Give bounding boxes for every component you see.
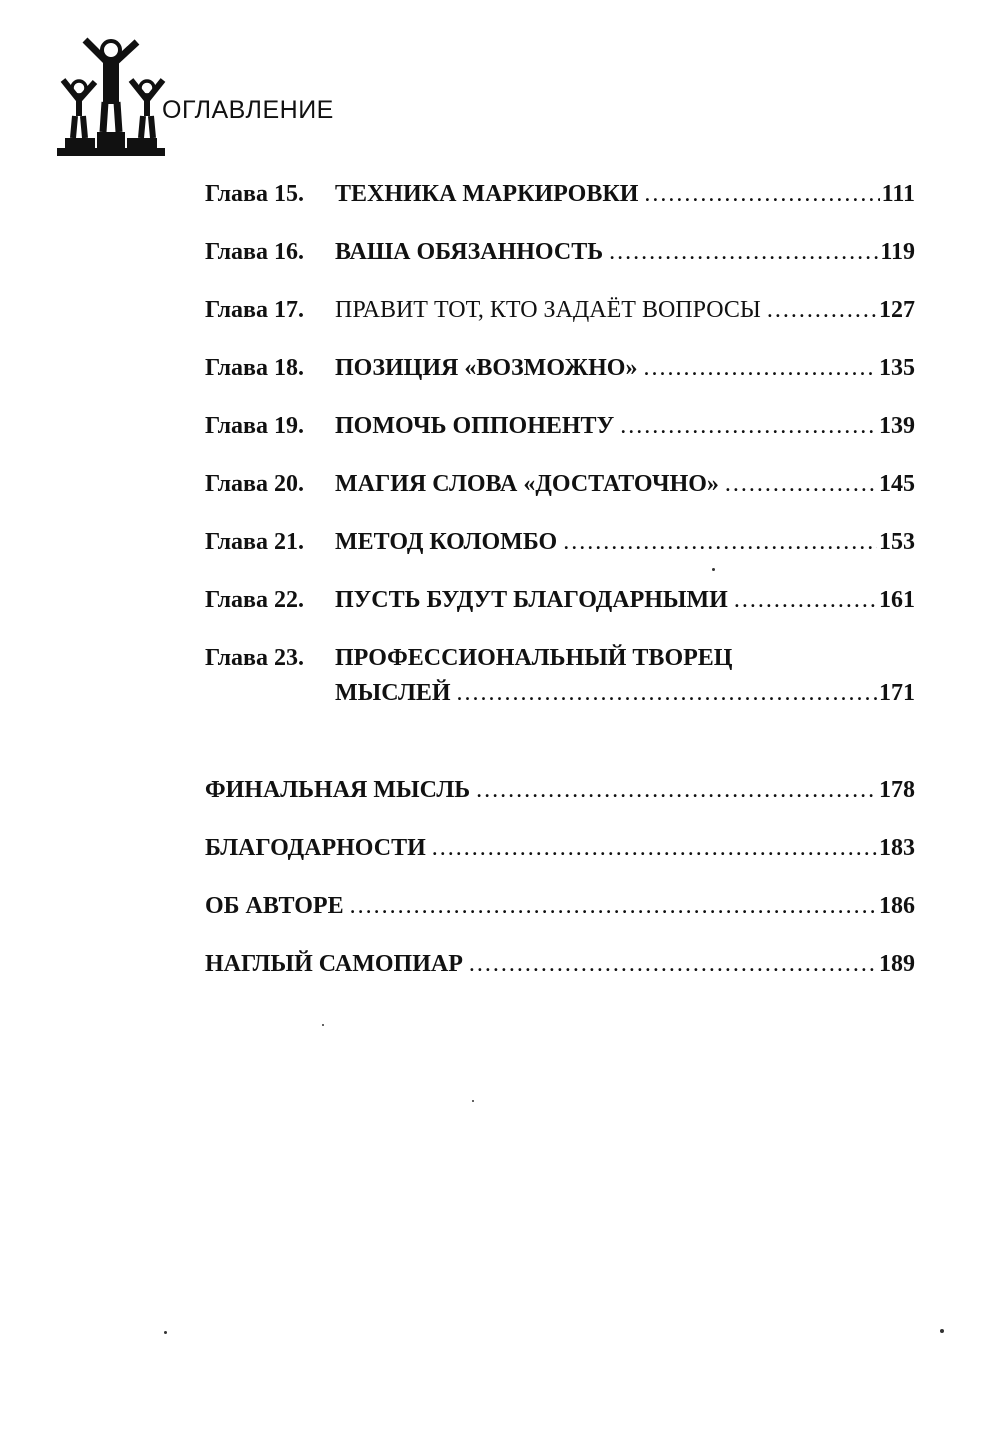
leader-dots xyxy=(609,236,878,268)
page-number: 127 xyxy=(879,297,915,323)
chapter-title: ПОЗИЦИЯ «ВОЗМОЖНО» xyxy=(335,355,638,381)
page-number: 161 xyxy=(879,587,915,613)
leader-dots xyxy=(767,294,877,326)
chapter-label: Глава 22. xyxy=(205,587,304,613)
section-title: БЛАГОДАРНОСТИ xyxy=(205,835,426,861)
toc-entry-chapter-20[interactable] xyxy=(205,468,915,500)
scan-speck xyxy=(322,1024,324,1026)
page-number: 178 xyxy=(879,777,915,803)
leader-dots xyxy=(644,178,879,210)
toc-entry-chapter-23-line1[interactable] xyxy=(205,642,915,674)
leader-dots xyxy=(734,584,877,616)
chapter-label: Глава 15. xyxy=(205,181,304,207)
section-title: ОБ АВТОРЕ xyxy=(205,893,344,919)
chapter-label: Глава 20. xyxy=(205,471,304,497)
leader-dots xyxy=(725,468,877,500)
page-number: 111 xyxy=(881,181,915,207)
toc-entry-acknowledgements[interactable] xyxy=(205,832,915,864)
section-title: НАГЛЫЙ САМОПИАР xyxy=(205,951,463,977)
page-number: 183 xyxy=(879,835,915,861)
leader-dots xyxy=(643,352,877,384)
scan-speck xyxy=(472,1100,474,1102)
page-number: 153 xyxy=(879,529,915,555)
toc-entry-self-promo[interactable] xyxy=(205,948,915,980)
page-number: 139 xyxy=(879,413,915,439)
chapter-label: Глава 16. xyxy=(205,239,304,265)
page-number: 135 xyxy=(879,355,915,381)
page-number: 145 xyxy=(879,471,915,497)
scan-speck xyxy=(712,568,715,571)
chapter-label: Глава 21. xyxy=(205,529,304,555)
chapter-title: МЕТОД КОЛОМБО xyxy=(335,529,558,555)
chapter-title-line2: МЫСЛЕЙ xyxy=(335,680,451,706)
page-number: 171 xyxy=(879,680,915,706)
chapter-title: ПОМОЧЬ ОППОНЕНТУ xyxy=(335,413,615,439)
toc-entry-chapter-23-line2[interactable] xyxy=(205,677,915,709)
leader-dots xyxy=(350,890,877,922)
section-title: ФИНАЛЬНАЯ МЫСЛЬ xyxy=(205,777,471,803)
toc-entry-about-author[interactable] xyxy=(205,890,915,922)
chapter-label: Глава 18. xyxy=(205,355,304,381)
toc-entry-chapter-17[interactable] xyxy=(205,294,915,326)
leader-dots xyxy=(432,832,877,864)
human-pyramid-icon xyxy=(55,36,175,160)
chapter-label: Глава 23. xyxy=(205,645,304,671)
chapter-title: ТЕХНИКА МАРКИРОВКИ xyxy=(335,181,639,207)
toc-entry-chapter-18[interactable] xyxy=(205,352,915,384)
chapter-title: ПУСТЬ БУДУТ БЛАГОДАРНЫМИ xyxy=(335,587,728,613)
toc-entry-chapter-16[interactable] xyxy=(205,236,915,268)
scan-speck xyxy=(940,1329,944,1333)
scan-speck xyxy=(164,1331,167,1334)
page-number: 189 xyxy=(879,951,915,977)
toc-entry-chapter-19[interactable] xyxy=(205,410,915,442)
page-number: 119 xyxy=(880,239,915,265)
chapter-title: МАГИЯ СЛОВА «ДОСТАТОЧНО» xyxy=(335,471,719,497)
leader-dots xyxy=(469,948,877,980)
chapter-label: Глава 17. xyxy=(205,297,304,323)
leader-dots xyxy=(563,526,877,558)
chapter-title: ПРАВИТ ТОТ, КТО ЗАДАЁТ ВОПРОСЫ xyxy=(335,297,761,323)
leader-dots xyxy=(476,774,877,806)
chapter-title: ВАША ОБЯЗАННОСТЬ xyxy=(335,239,604,265)
toc-entry-final-thought[interactable] xyxy=(205,774,915,806)
toc-entry-chapter-21[interactable] xyxy=(205,526,915,558)
leader-dots xyxy=(620,410,877,442)
page-title: ОГЛАВЛЕНИЕ xyxy=(162,96,334,124)
leader-dots xyxy=(457,677,877,709)
toc-entry-chapter-15[interactable] xyxy=(205,178,915,210)
chapter-label: Глава 19. xyxy=(205,413,304,439)
toc-entry-chapter-22[interactable] xyxy=(205,584,915,616)
page-number: 186 xyxy=(879,893,915,919)
chapter-title-line1: ПРОФЕССИОНАЛЬНЫЙ ТВОРЕЦ xyxy=(335,645,733,671)
